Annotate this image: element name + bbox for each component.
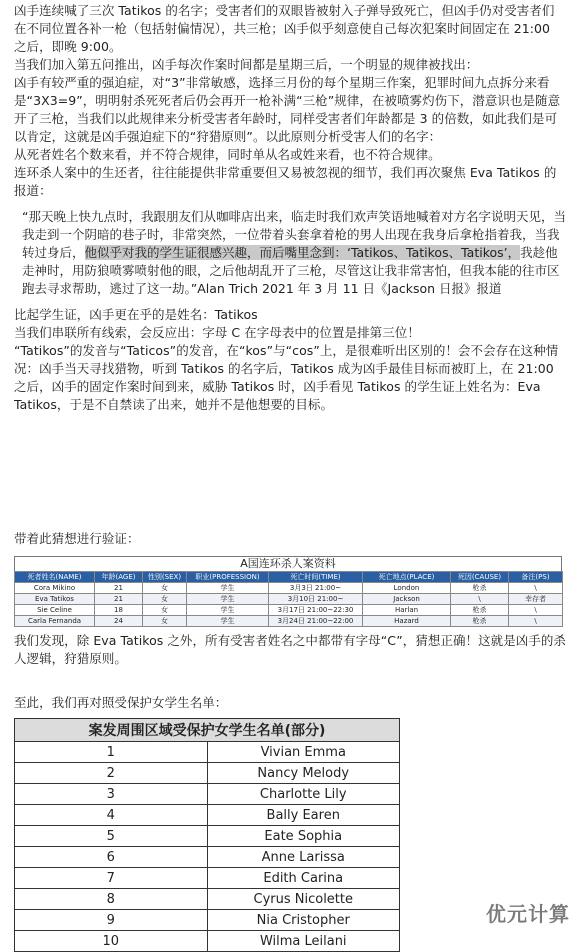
table-cell: 学生 [187, 583, 269, 594]
paragraph: 比起学生证，凶手更在乎的是姓名：Tatikos [14, 307, 258, 322]
table-cell: 3月3日 21:00~ [269, 583, 363, 594]
table-cell: 21 [95, 583, 143, 594]
column-header: 备注(PS) [509, 572, 563, 583]
watermark-prefix: 优 [486, 902, 507, 926]
table-cell: 女 [143, 605, 187, 616]
table-cell: 枪杀 [451, 616, 509, 627]
student-name: Edith Carina [207, 868, 400, 889]
row-number: 6 [15, 847, 208, 868]
table-cell: 学生 [187, 616, 269, 627]
conclusion-paragraph: 我们发现，除 Eva Tatikos 之外，所有受害者姓名之中都带有字母“C”，猜想正确！这就是凶手的杀人逻辑，狩猎原则。 [14, 633, 566, 666]
table-cell: London [363, 583, 451, 594]
table-row [15, 594, 563, 605]
case-table [14, 571, 563, 627]
table-cell: Harlan [363, 605, 451, 616]
table-cell: 女 [143, 583, 187, 594]
student-name: Nia Cristopher [207, 910, 400, 931]
table-row [15, 805, 400, 826]
table-cell: 24 [95, 616, 143, 627]
table-row [15, 616, 563, 627]
row-number: 7 [15, 868, 208, 889]
student-list-table [14, 718, 400, 952]
student-name: Nancy Melody [207, 763, 400, 784]
student-name: Eate Sophia [207, 826, 400, 847]
case-table-container [14, 556, 562, 627]
paragraph: 凶手连续喊了三次 Tatikos 的名字；受害者们的双眼皆被射入子弹导致死亡，但凶手仍对受害者们在不同位置各补一枪（包括射偏情况），共三枪；凶手似乎刻意使自己每次犯案时间固定在 21:00 之后，即晚 9:00。 [14, 3, 555, 54]
row-number: 9 [15, 910, 208, 931]
table-cell: \ [509, 583, 563, 594]
student-list-container [14, 718, 400, 952]
table-row [15, 605, 563, 616]
site-watermark [486, 898, 570, 927]
table-row [15, 784, 400, 805]
paragraph: 当我们串联所有线索，会反应出：字母 C 在字母表中的位置是排第三位！ [14, 325, 420, 340]
row-number: 2 [15, 763, 208, 784]
table-cell: Carla Fernanda [15, 616, 95, 627]
table-cell: 18 [95, 605, 143, 616]
quote-text-end: 我趁他走神时，用防狼喷雾喷射他的眼，之后他胡乱开了三枪，尽管这让我非常害怕，但我本能的往市区跑去寻求帮助，逃过了这一劫。”Alan Trich 2021 年 3 月 11 日《Jackson 日报》报道 [22, 245, 560, 296]
table-cell: 学生 [187, 605, 269, 616]
table-cell: Jackson [363, 594, 451, 605]
table-row [15, 889, 400, 910]
table-row [15, 931, 400, 952]
table-cell: 3月24日 21:00~22:00 [269, 616, 363, 627]
student-name: Bally Earen [207, 805, 400, 826]
column-header: 年龄(AGE) [95, 572, 143, 583]
intro-section [0, 2, 580, 414]
row-number: 4 [15, 805, 208, 826]
table-row [15, 763, 400, 784]
column-header: 性别(SEX) [143, 572, 187, 583]
table-cell: 学生 [187, 594, 269, 605]
student-list-title: 案发周围区域受保护女学生名单(部分) [15, 719, 400, 742]
table-cell: 枪杀 [451, 583, 509, 594]
paragraph: 连环杀人案中的生还者，往往能提供非常重要但又易被忽视的细节，我们再次聚焦 Eva Tatikos 的报道： [14, 165, 557, 198]
case-table-header-row [15, 572, 563, 583]
table-cell: Sie Celine [15, 605, 95, 616]
case-table-title: A国连环杀人案资料 [14, 556, 562, 571]
table-cell: Eva Tatikos [15, 594, 95, 605]
watermark-text: 元计算 [507, 902, 570, 926]
student-name: Charlotte Lily [207, 784, 400, 805]
row-number: 10 [15, 931, 208, 952]
survivor-quote [0, 208, 580, 298]
quote-text: “那天晚上快九点时，我跟朋友们从咖啡店出来，临走时我们欢声笑语地喊着对方名字说明天见，当我走到一个阴暗的巷子时，非常突然，一位带着头套拿着枪的男人出现在我身后拿枪指着我，当我转过身后， [22, 209, 566, 260]
paragraph: “Tatikos”的发音与“Taticos”的发音，在“kos”与“cos”上，是很难听出区别的！会不会存在这种情况：凶手当天寻找猎物，听到 Tatikos 的名字后，Tatikos 成为凶手最佳目标而被盯上，在 21:00 之后，凶手的固定作案时间到来，威胁 Tatikos 时，凶手看见 Tatikos 的学生证上姓名为：Eva Tatikos，于是不自禁读了出来，她并不是他想要的目标。 [14, 343, 559, 412]
table-cell: Cora Mikino [15, 583, 95, 594]
student-name: Anne Larissa [207, 847, 400, 868]
table-row [15, 826, 400, 847]
student-name: Wilma Leilani [207, 931, 400, 952]
table-cell: 女 [143, 616, 187, 627]
table-cell: 3月17日 21:00~22:30 [269, 605, 363, 616]
table-cell: 21 [95, 594, 143, 605]
table-row [15, 868, 400, 889]
column-header: 死因(CAUSE) [451, 572, 509, 583]
student-name: Cyrus Nicolette [207, 889, 400, 910]
row-number: 3 [15, 784, 208, 805]
paragraph: 凶手有较严重的强迫症，对“3”非常敏感，选择三月份的每个星期三作案，犯罪时间九点拆分来看是“3X3=9”，明明射杀死死者后仍会再开一枪补满“三枪”规律，在被喷雾灼伤下，潜意识也是随意开了三枪，当我们以此规律来分析受害者年龄时，同样受害者们年龄都是 3 的倍数，如此我们是可以肯定，这就是凶手强迫症下的“狩猎原则”。以此原则分析受害人们的名字： [14, 75, 561, 144]
table-cell: Hazard [363, 616, 451, 627]
table-row [15, 847, 400, 868]
table-cell: 枪杀 [451, 605, 509, 616]
table-row [15, 583, 563, 594]
column-header: 死亡时间(TIME) [269, 572, 363, 583]
table-cell: \ [509, 605, 563, 616]
quote-highlight: 他似乎对我的学生证很感兴趣，而后嘴里念到：‘Tatikos、Tatikos、Tatikos’， [84, 245, 521, 260]
row-number: 8 [15, 889, 208, 910]
table-cell: \ [509, 616, 563, 627]
table-row [15, 910, 400, 931]
student-name: Vivian Emma [207, 742, 400, 763]
table-cell: 女 [143, 594, 187, 605]
column-header: 死亡地点(PLACE) [363, 572, 451, 583]
list-intro: 至此，我们再对照受保护女学生名单： [14, 695, 228, 710]
column-header: 死者姓名(NAME) [15, 572, 95, 583]
row-number: 1 [15, 742, 208, 763]
table-cell: 3月10日 21:00~ [269, 594, 363, 605]
table-cell: 幸存者 [509, 594, 563, 605]
column-header: 职业(PROFESSION) [187, 572, 269, 583]
verify-heading: 带着此猜想进行验证： [14, 531, 140, 546]
row-number: 5 [15, 826, 208, 847]
paragraph: 从死者姓名个数来看，并不符合规律，同时单从名或姓来看，也不符合规律。 [14, 147, 441, 162]
paragraph: 当我们加入第五问推出，凶手每次作案时间都是星期三后，一个明显的规律被找出： [14, 57, 479, 72]
table-cell: \ [451, 594, 509, 605]
table-row [15, 742, 400, 763]
